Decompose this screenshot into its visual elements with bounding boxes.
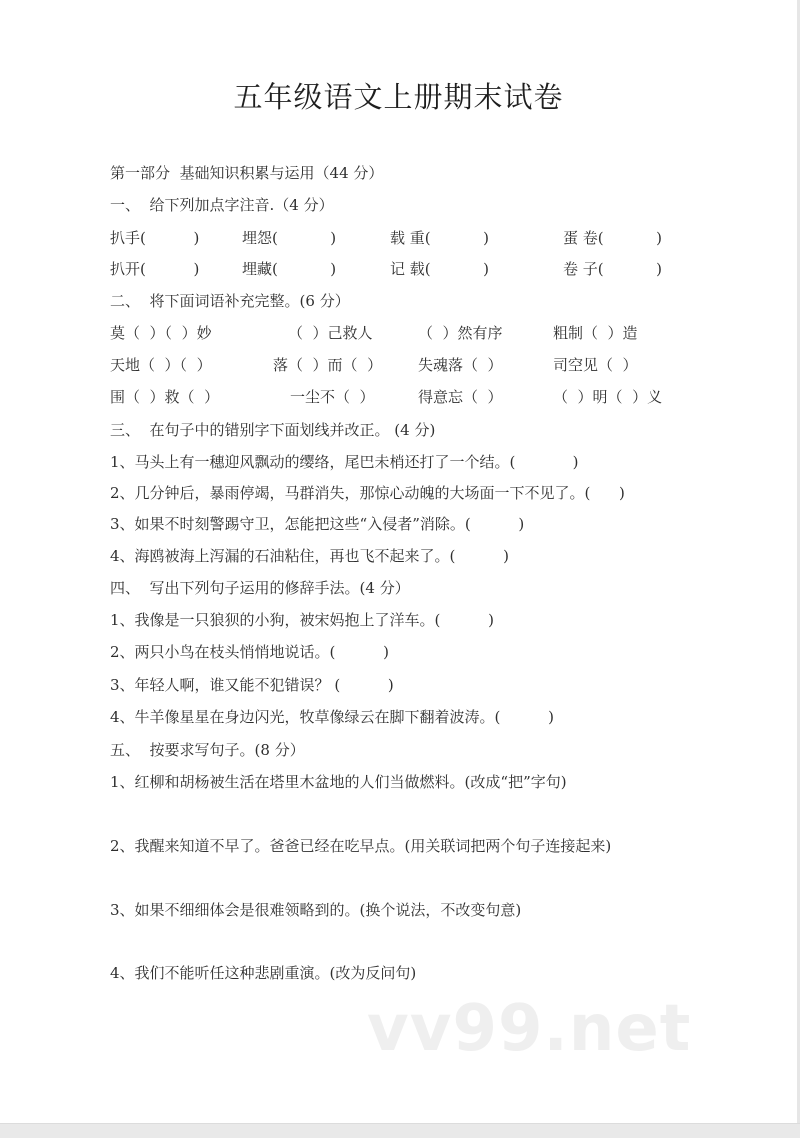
rhetoric-question[interactable]: 1、我像是一只狼狈的小狗，被宋妈抱上了洋车。( ) xyxy=(110,611,494,629)
pinyin-blank[interactable]: 载 重( ) xyxy=(390,229,489,247)
idiom-blank[interactable]: 一尘不（ ） xyxy=(290,388,375,406)
pinyin-blank[interactable]: 蛋 卷( ) xyxy=(563,229,662,247)
typo-question[interactable]: 4、海鸥被海上泻漏的石油粘住，再也飞不起来了。( ) xyxy=(110,547,509,565)
page-bottom-edge xyxy=(0,1123,800,1138)
watermark: vv99.net xyxy=(367,992,692,1066)
pinyin-blank[interactable]: 扒开( ) xyxy=(110,260,200,278)
rhetoric-question[interactable]: 2、两只小鸟在枝头悄悄地说话。( ) xyxy=(110,643,389,661)
rewrite-question: 4、我们不能听任这种悲剧重演。(改为反问句) xyxy=(110,964,417,982)
section-3-heading: 三、 在句子中的错别字下面划线并改正。 (4 分) xyxy=(110,421,436,439)
typo-question[interactable]: 3、如果不时刻警踢守卫，怎能把这些“入侵者”消除。( ) xyxy=(110,515,525,533)
pinyin-blank[interactable]: 卷 子( ) xyxy=(563,260,662,278)
idiom-blank[interactable]: （ ）明（ ）义 xyxy=(553,388,663,406)
section-2-heading: 二、 将下面词语补充完整。(6 分） xyxy=(110,292,350,310)
idiom-blank[interactable]: 围（ ）救（ ） xyxy=(110,388,220,406)
typo-question[interactable]: 2、几分钟后，暴雨停竭，马群消失，那惊心动魄的大场面一下不见了。( ) xyxy=(110,484,625,502)
part-heading: 第一部分 基础知识积累与运用（44 分） xyxy=(110,164,384,182)
page-title: 五年级语文上册期末试卷 xyxy=(233,80,564,114)
idiom-blank[interactable]: 得意忘（ ） xyxy=(418,388,503,406)
section-5-heading: 五、 按要求写句子。(8 分） xyxy=(110,741,305,759)
idiom-blank[interactable]: 天地（ ）（ ） xyxy=(110,356,212,374)
pinyin-blank[interactable]: 埋怨( ) xyxy=(242,229,337,247)
idiom-blank[interactable]: （ ）然有序 xyxy=(418,324,503,342)
idiom-blank[interactable]: （ ）己救人 xyxy=(288,324,373,342)
pinyin-blank[interactable]: 埋藏( ) xyxy=(242,260,337,278)
idiom-blank[interactable]: 司空见（ ） xyxy=(553,356,638,374)
section-4-heading: 四、 写出下列句子运用的修辞手法。(4 分） xyxy=(110,579,410,597)
idiom-blank[interactable]: 失魂落（ ） xyxy=(418,356,503,374)
idiom-blank[interactable]: 莫（ ）（ ）妙 xyxy=(110,324,212,342)
pinyin-blank[interactable]: 记 载( ) xyxy=(390,260,489,278)
rhetoric-question[interactable]: 4、牛羊像星星在身边闪光，牧草像绿云在脚下翻着波涛。( ) xyxy=(110,708,554,726)
idiom-blank[interactable]: 粗制（ ）造 xyxy=(553,324,638,342)
rhetoric-question[interactable]: 3、年轻人啊，谁又能不犯错误？ ( ) xyxy=(110,676,394,694)
section-1-heading: 一、 给下列加点字注音.（4 分） xyxy=(110,196,334,214)
rewrite-question: 2、我醒来知道不早了。爸爸已经在吃早点。(用关联词把两个句子连接起来) xyxy=(110,837,612,855)
typo-question[interactable]: 1、马头上有一穗迎风飘动的缨络，尾巴未梢还打了一个结。( ) xyxy=(110,453,579,471)
pinyin-blank[interactable]: 扒手( ) xyxy=(110,229,200,247)
idiom-blank[interactable]: 落（ ）而（ ） xyxy=(273,356,383,374)
rewrite-question: 3、如果不细细体会是很难领略到的。(换个说法，不改变句意) xyxy=(110,901,522,919)
rewrite-question: 1、红柳和胡杨被生活在塔里木盆地的人们当做燃料。(改成“把”字句) xyxy=(110,773,567,791)
